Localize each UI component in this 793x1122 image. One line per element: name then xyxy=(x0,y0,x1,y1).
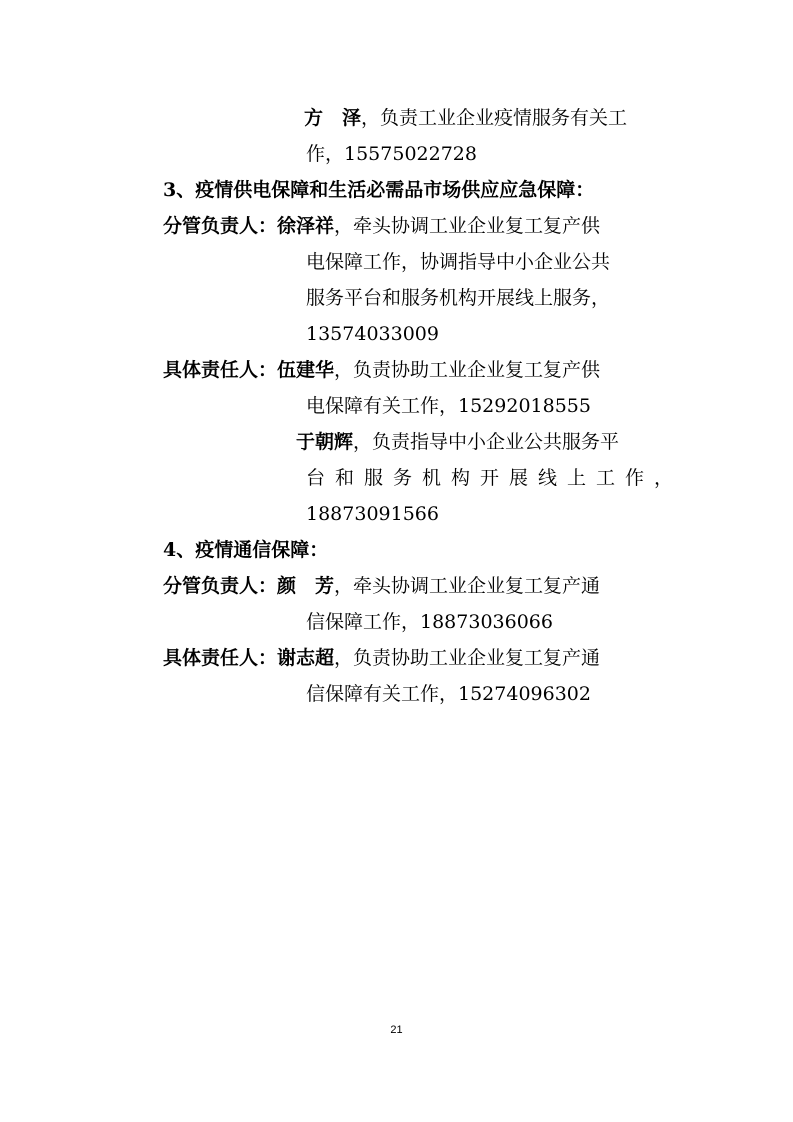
duty-text: ，负责协助工业企业复工复产供 xyxy=(334,359,601,381)
role-label: 分管负责人： xyxy=(163,575,278,597)
text-line xyxy=(163,208,600,244)
text-line: 信保障工作，18873036066 xyxy=(306,611,553,633)
duty-text: ，负责工业企业疫情服务有关工 xyxy=(361,107,628,129)
text-line: 信保障有关工作，15274096302 xyxy=(306,683,591,705)
section-heading: 4、疫情通信保障： xyxy=(163,539,329,561)
text-line: 台和服务机构开展线上工作， xyxy=(306,467,684,489)
person-name: 方 泽 xyxy=(304,107,362,129)
text-line: 电保障工作，协调指导中小企业公共 xyxy=(306,251,611,273)
role-label: 具体责任人： xyxy=(163,647,278,669)
duty-text: ，负责指导中小企业公共服务平 xyxy=(353,431,620,453)
text-line xyxy=(163,640,600,676)
role-label: 具体责任人： xyxy=(163,359,278,381)
text-line xyxy=(163,568,600,604)
text-line: 18873091566 xyxy=(306,503,439,525)
person-name: 颜 芳 xyxy=(277,575,335,597)
text-line xyxy=(296,424,619,460)
person-name: 伍建华 xyxy=(277,359,335,381)
duty-text: ，牵头协调工业企业复工复产供 xyxy=(334,215,601,237)
duty-text: ，牵头协调工业企业复工复产通 xyxy=(334,575,601,597)
text-line: 13574033009 xyxy=(306,323,439,345)
text-line: 作，15575022728 xyxy=(306,143,477,165)
person-name: 徐泽祥 xyxy=(277,215,335,237)
person-name: 于朝辉 xyxy=(296,431,354,453)
duty-text: ，负责协助工业企业复工复产通 xyxy=(334,647,601,669)
text-line: 电保障有关工作，15292018555 xyxy=(306,395,591,417)
section-heading: 3、疫情供电保障和生活必需品市场供应应急保障： xyxy=(163,179,595,201)
role-label: 分管负责人： xyxy=(163,215,278,237)
person-name: 谢志超 xyxy=(277,647,335,669)
page-number: 21 xyxy=(390,1024,403,1036)
text-line xyxy=(163,352,600,388)
text-line: 服务平台和服务机构开展线上服务， xyxy=(306,287,611,309)
text-line xyxy=(304,100,627,136)
